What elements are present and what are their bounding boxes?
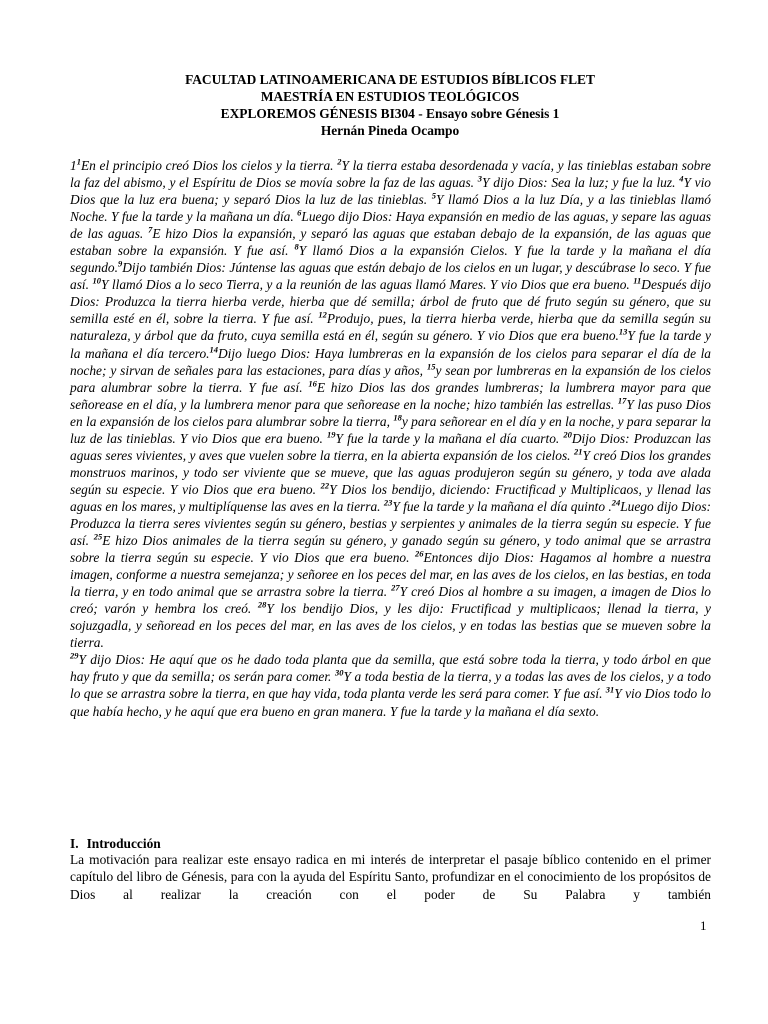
verse-text: Y dijo Dios: He aquí que os he dado toda planta que da semilla, que está sobre toda la tierra, y todo árbol en que hay fruto y que da semilla; os serán para comer.: [70, 652, 711, 685]
genesis-paragraph-2: [70, 651, 711, 719]
verse-number: 3: [477, 173, 483, 184]
program-title: MAESTRÍA EN ESTUDIOS TEOLÓGICOS: [260, 89, 520, 104]
verse-text: Luego dijo Dios: Produzca la tierra seres vivientes según su género, bestias y serpientes y animales de la tierra según su especie. Y fue así.: [70, 498, 711, 549]
verse-number: 4: [679, 173, 684, 184]
verse-text: Y los bendijo Dios, y les dijo: Fructificad y multiplicaos; llenad la tierra, y sojuzgadla, y señoread en los peces del mar, en las aves de los cielos, y en todas las bestias que se mueven sobre la tierra.: [70, 601, 711, 651]
verse-number: 13: [618, 327, 628, 337]
verse-number: 8: [294, 241, 299, 252]
document-header: [70, 71, 710, 139]
verse-text: Después dijo Dios: Produzca la tierra hierba verde, hierba que dé semilla; árbol de fruto que dé fruto según su género, que su semilla esté en él, sobre la tierra. Y fue así.: [70, 277, 711, 327]
verse-number: 7: [148, 224, 153, 235]
verse-text: Y Dios los bendijo, diciendo: Fructificad y Multiplicaos, y llenad las aguas en los mares, y multiplíquense las aves en la tierra.: [70, 481, 711, 514]
genesis-passage: [70, 157, 711, 720]
verse-text: Y vio Dios todo lo que había hecho, y he aquí que era bueno en gran manera. Y fue la tarde y la mañana el día sexto.: [70, 686, 711, 719]
course-title: EXPLOREMOS GÉNESIS BI304 - Ensayo sobre Génesis 1: [220, 106, 560, 121]
verse-text: E hizo Dios las dos grandes lumbreras; la lumbrera mayor para que señorease en el día, y la lumbrera menor para que señorease en la noche; hizo también las estrellas.: [70, 379, 712, 412]
verse-number: 30: [334, 667, 344, 678]
verse-text: Y a toda bestia de la tierra, y a todas las aves de los cielos, y a todo lo que se arrastra sobre la tierra, en que hay vida, toda planta verde les será para comer. Y fue así.: [70, 669, 711, 702]
verse-text: Y llamó Dios a la luz Día, y a las tinieblas llamó Noche. Y fue la tarde y la mañana un día.: [70, 192, 712, 225]
verse-text: En el principio creó Dios los cielos y la tierra.: [80, 158, 338, 173]
verse-number: 9: [117, 258, 123, 269]
verse-text: Entonces dijo Dios: Hagamos al hombre a nuestra imagen, conforme a nuestra semejanza; y señoree en los peces del mar, en las aves de los cielos, en las bestias, en toda la tierra, y en todo animal que se arrastra sobre la tierra.: [70, 550, 712, 600]
verse-text: Y fue la tarde y la mañana el día quinto .: [392, 498, 612, 514]
verse-number: 16: [308, 378, 317, 389]
verse-number: 29: [70, 650, 79, 661]
verse-number: 19: [327, 429, 336, 440]
verse-number: 15: [426, 361, 436, 372]
verse-number: 12: [318, 309, 327, 320]
verse-number: 26: [414, 548, 424, 559]
verse-text: y para señorear en el día y en la noche, y para separar la luz de las tinieblas. Y vio Dios que era bueno.: [70, 413, 711, 446]
verse-text: Y creó Dios al hombre a su imagen, a imagen de Dios lo creó; varón y hembra los creó.: [70, 584, 711, 617]
verse-number: 18: [393, 412, 402, 423]
verse-number: 20: [563, 429, 572, 440]
verse-number: 10: [92, 275, 101, 286]
verse-number: 11: [633, 275, 642, 286]
verse-number: 22: [320, 480, 330, 491]
verse-text: Luego dijo Dios: Haya expansión en medio de las aguas, y separe las aguas de las aguas.: [70, 209, 711, 242]
verse-text: Y fue la tarde y la mañana el día tercero.: [70, 328, 712, 361]
verse-text: E hizo Dios animales de la tierra según su género, y ganado según su género, y todo animal que se arrastra sobre la tierra según su especie. Y vio Dios que era bueno.: [70, 533, 711, 566]
verse-text: Y vio Dios que la luz era buena; y separó Dios la luz de las tinieblas.: [70, 175, 712, 208]
introduction-paragraph: La motivación para realizar este ensayo radica en mi interés de interpretar el pasaje bíblico contenido en el primer capítulo del libro de Génesis, para con la ayuda del Espíritu Santo, profundizar en el conocimiento de los propósitos de Dios al realizar la creación con el poder de Su Palabra y también: [70, 852, 711, 902]
verse-number: 21: [573, 446, 583, 457]
verse-text: Y llamó Dios a lo seco Tierra, y a la reunión de las aguas llamó Mares. Y vio Dios que era bueno.: [100, 277, 634, 293]
verse-text: Produjo, pues, la tierra hierba verde, hierba que da semilla según su naturaleza, y árbol que da fruto, cuya semilla está en él, según su género. Y vio Dios que era bueno.: [70, 311, 711, 344]
verse-text: E hizo Dios la expansión, y separó las aguas que estaban debajo de la expansión, de las aguas que estaban sobre la expansión. Y fue así.: [70, 226, 711, 259]
section-title: Introducción: [86, 836, 161, 851]
verse-number: 23: [383, 497, 393, 508]
verse-number: 17: [617, 395, 627, 406]
verse-number: 27: [391, 582, 400, 593]
verse-number: 6: [297, 207, 302, 218]
verse-text: y sean por lumbreras en la expansión de los cielos para alumbrar sobre la tierra. Y fue así.: [70, 362, 712, 395]
verse-number: 2: [337, 156, 342, 167]
verse-text: Y fue la tarde y la mañana el día cuarto.: [335, 430, 564, 446]
verse-number: 24: [611, 497, 621, 508]
verse-number: 25: [93, 531, 103, 542]
verse-number: 1: [76, 156, 81, 167]
section-number: I.: [70, 836, 79, 851]
section-heading: [70, 835, 710, 852]
verse-number: 31: [605, 684, 615, 695]
verse-number: 28: [257, 599, 267, 610]
genesis-paragraph-1: $1^1En$ el principio creó Dios los cielos y la tierra. $^2$Y la tierra estaba desordenada y vacía, y las tinieblas estaban sobre la faz del abismo, y el Espíritu de Dios se movía sobre la faz de las aguas. $^3$Y dijo Dios: Sea la luz; y fue la luz. $^4$Y vio Dios que la luz era buena; y separó Dios la luz de las tinieblas. $^5$Y llamó Dios a la luz Día, y a las tinieblas llamó Noche. Y fue la tarde y la mañana un día. $^6$Luego dijo Dios: Haya expansión en medio de las aguas, y separe las aguas de las aguas. $^7$E hizo Dios la expansión, y separó las aguas que estaban debajo de la expansión, de las aguas que estaban sobre la expansión. Y fue así. $^8$Y llamó Dios a la expansión Cielos. Y fue la tarde y la mañana el día segundo.$^9$Dijo también Dios: Júntense las aguas que están debajo de los cielos en un lugar, y descúbrase lo seco. Y fue así. $^{10}$Y llamó Dios a lo seco Tierra, y a la reunión de las aguas llamó Mares. Y vio Dios que era bueno. $^{11}$Después dijo Dios: Produzca la tierra hierba verde, hierba que dé semilla; árbol de fruto que dé fruto según su género, que su semilla esté en él, sobre la tierra. Y fue así. $^{12}$Produjo, pues, la tierra hierba verde, hierba que da semilla según su naturaleza, y árbol que da fruto, cuya semilla está en él, según su género. Y vio Dios que era bueno.$^{13}$Y fue la tarde y la mañana el día tercero.$^{14}$Dijo luego Dios: Haya lumbreras en la expansión de los cielos para separar el día de la noche; y sirvan de señales para las estaciones, para días y años, $^{15}$y sean por lumbreras en la expansión de los cielos para alumbrar sobre la tierra. Y fue así. $^{16}$E hizo Dios las dos grandes lumbreras; la lumbrera mayor para que señorease en el día, y la lumbrera menor para que señorease en la noche; hizo también las estrellas. $^{17}$Y las puso Dios en la expansión de los cielos para alumbrar sobre la tierra, $^{18}$y para señorear en el día y en la noche, y para separar la luz de las tinieblas. Y vio Dios que era bueno. $^{19}$Y fue la tarde y la mañana el día cuarto. $^{20}$Dijo Dios: Produzcan las aguas seres vivientes, y aves que vuelen sobre la tierra, en la abierta expansión de los cielos. $^{21}$Y creó Dios los grandes monstruos marinos, y todo ser viviente que se mueve, que las aguas produjeron según su género, y toda ave alada según su especie. Y vio Dios que era bueno. $^{22}$Y Dios los bendijo, diciendo: Fructificad y Multiplicaos, y llenad las aguas en los mares, y multiplíquense las aves en la tierra. $^{23}$Y fue la tarde y la mañana el día quinto .$^{24}$Luego dijo Dios: Produzca la tierra seres vivientes según su género, bestias y serpientes y animales de la tierra según su especie. Y fue así. $^{25}$E hizo Dios animales de la tierra según su género, y ganado según su género, y todo animal que se arrastra sobre la tierra según su especie. Y vio Dios que era bueno. $^{26}$Entonces dijo Dios: Hagamos al hombre a nuestra imagen, conforme a nuestra semejanza; y señoree en los peces del mar, en las aves de los cielos, en las bestias, en toda la tierra, y en todo animal que se arrastra sobre la tierra. $^{27}$Y creó Dios al hombre a su imagen, a imagen de Dios lo creó; varón y hembra los creó. $^{28}$Y los bendijo Dios, y les dijo: Fructificad y multiplicaos; llenad la tierra, y sojuzgadla, y señoread en los peces del mar, en las aves de los cielos, y en todas las bestias que se mueven sobre la tierra.: [70, 156, 712, 651]
author-name: Hernán Pineda Ocampo: [320, 123, 460, 138]
page-number: 1: [700, 918, 707, 933]
institution-title: FACULTAD LATINOAMERICANA DE ESTUDIOS BÍBLICOS FLET: [185, 72, 595, 87]
verse-number: 14: [209, 344, 218, 355]
verse-text: Dijo luego Dios: Haya lumbreras en la expansión de los cielos para separar el día de la noche; y sirvan de señales para las estaciones, para días y años,: [70, 345, 711, 378]
verse-text: Dijo también Dios: Júntense las aguas que están debajo de los cielos en un lugar, y descúbrase lo seco. Y fue así.: [70, 260, 711, 293]
verse-text: Y llamó Dios a la expansión Cielos. Y fue la tarde y la mañana el día segundo.: [70, 243, 711, 276]
verse-text: Y las puso Dios en la expansión de los cielos para alumbrar sobre la tierra,: [70, 396, 711, 429]
verse-text: Dijo Dios: Produzcan las aguas seres vivientes, y aves que vuelen sobre la tierra, en la abierta expansión de los cielos.: [70, 430, 711, 463]
verse-text: Y creó Dios los grandes monstruos marinos, y todo ser viviente que se mueve, que las aguas produjeron según su género, y toda ave alada según su especie. Y vio Dios que era bueno.: [70, 447, 711, 497]
verse-text: Y la tierra estaba desordenada y vacía, y las tinieblas estaban sobre la faz del abismo, y el Espíritu de Dios se movía sobre la faz de las aguas.: [70, 158, 711, 191]
verse-text: Y dijo Dios: Sea la luz; y fue la luz.: [482, 175, 680, 191]
verse-number: 5: [431, 190, 436, 201]
